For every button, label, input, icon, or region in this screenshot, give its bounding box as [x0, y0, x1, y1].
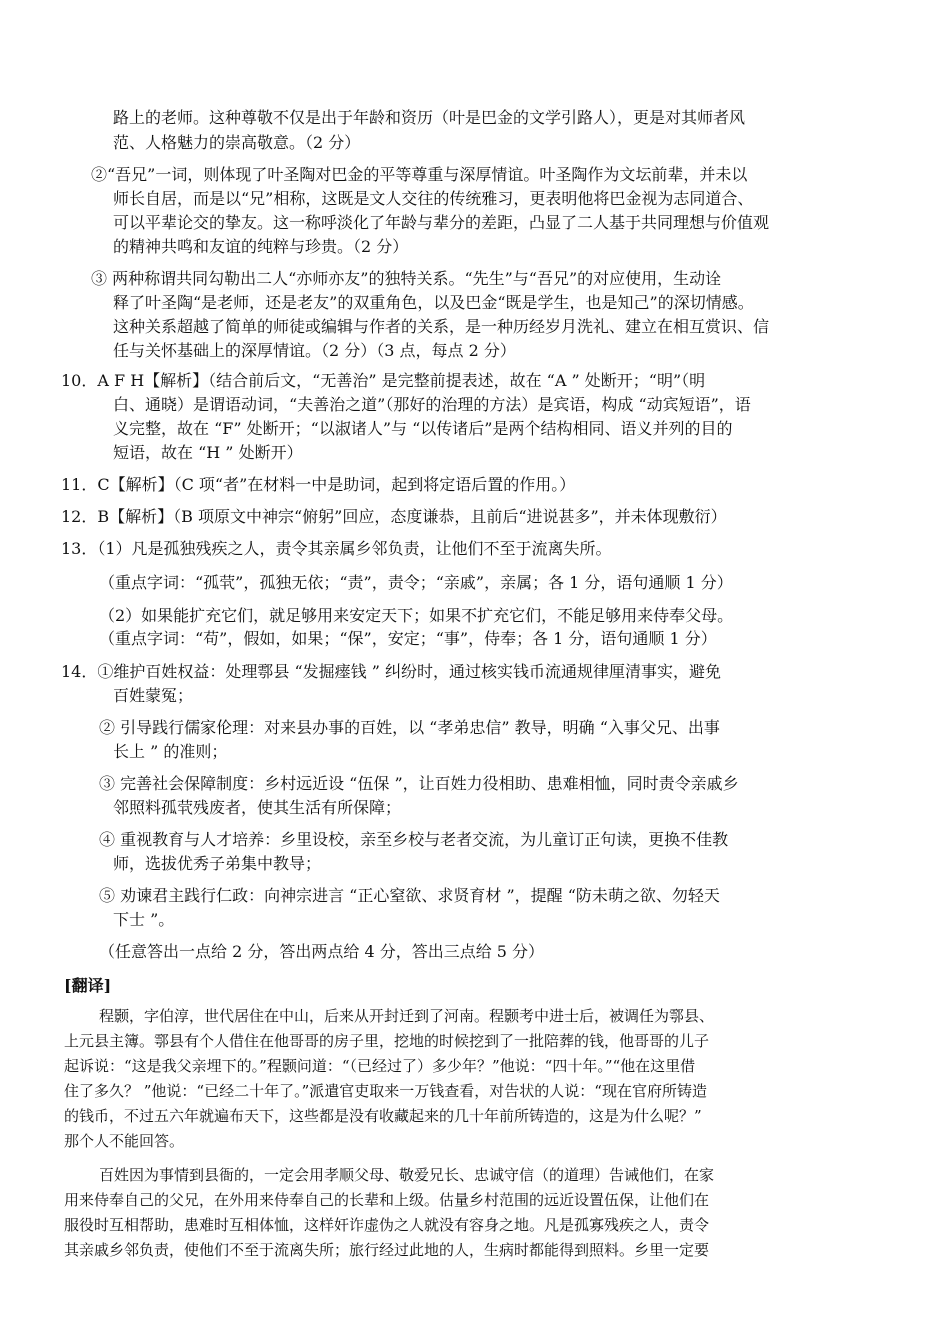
translation-p1-line-3: 起诉说：“这是我父亲埋下的。”程颢问道：“（已经过了）多少年？”他说：“四十年。”“他在这里借	[64, 1057, 696, 1075]
q14-item-1-line-2: 百姓蒙冤；	[113, 686, 194, 705]
q14-item-5-line-1: ⑤ 劝谏君主践行仁政：向神宗进言 “正心窒欲、求贤育材 ”，提醒 “防未萌之欲、勿轻天	[99, 886, 720, 905]
q13-line-3: （2）如果能扩充它们，就足够用来安定天下；如果不扩充它们，不能足够用来侍奉父母。	[99, 606, 734, 625]
q14-item-4-line-2: 师，选拔优秀子弟集中教导；	[113, 854, 322, 873]
q9-2-line-2: 师长自居，而是以“兄”相称，这既是文人交往的传统雅习，更表明他将巴金视为志同道合、	[113, 189, 754, 208]
translation-p2-line-2: 用来侍奉自己的父兄，在外用来侍奉自己的长辈和上级。估量乡村范围的远近设置伍保，让他们在	[64, 1191, 710, 1209]
q13-line-4: （重点字词：“苟”，假如，如果；“保”，安定；“事”，侍奉；各 1 分，语句通顺 1 分）	[99, 629, 717, 648]
q10-line-3: 义完整，故在 “F” 处断开；“以淑诸人”与 “以传诸后”是两个结构相同、语义并列的目的	[113, 419, 733, 438]
q9-3-line-3: 这种关系超越了简单的师徒或编辑与作者的关系，是一种历经岁月洗礼、建立在相互赏识、信	[113, 317, 770, 336]
q14-item-4-line-1: ④ 重视教育与人才培养：乡里设校，亲至乡校与老者交流，为儿童订正句读，更换不佳教	[99, 830, 729, 849]
translation-p1-line-6: 那个人不能回答。	[64, 1132, 185, 1150]
translation-p2-line-4: 其亲戚乡邻负责，使他们不至于流离失所；旅行经过此地的人，生病时都能得到照料。乡里一定要	[64, 1241, 710, 1259]
translation-p2-line-3: 服役时互相帮助，患难时互相体恤，这样奸诈虚伪之人就没有容身之地。凡是孤寡残疾之人，责令	[64, 1216, 710, 1234]
q10-line-4: 短语，故在 “H ” 处断开）	[113, 443, 303, 462]
q14-item-5-line-2: 下士 ”。	[113, 910, 175, 929]
translation-p1-line-5: 的钱币，不过五六年就遍布天下，这些都是没有收藏起来的几十年前所铸造的，这是为什么呢？”	[64, 1107, 702, 1125]
translation-p1-line-2: 上元县主簿。鄠县有个人借住在他哥哥的房子里，挖地的时候挖到了一批陪葬的钱，他哥哥的儿子	[64, 1032, 710, 1050]
q9-3-line-1: ③ 两种称谓共同勾勒出二人“亦师亦友”的独特关系。“先生”与“吾兄”的对应使用，生动诠	[91, 269, 722, 288]
translation-p1-line-1: 程颢，字伯淳，世代居住在中山，后来从开封迁到了河南。程颢考中进士后，被调任为鄠县、	[99, 1007, 715, 1025]
q9-2-line-3: 可以平辈论交的挚友。这一称呼淡化了年龄与辈分的差距，凸显了二人基于共同理想与价值观	[113, 213, 770, 232]
q14-scoring-note: （任意答出一点给 2 分，答出两点给 4 分，答出三点给 5 分）	[99, 942, 545, 961]
q13-line-2: （重点字词：“孤茕”，孤独无依；“责”，责令；“亲戚”，亲属；各 1 分，语句通顺 1 分）	[99, 573, 733, 592]
q14-item-1-line-1: 14．①维护百姓权益：处理鄠县 “发掘瘗钱 ” 纠纷时，通过核实钱币流通规律厘清事实，避免	[61, 662, 721, 681]
translation-p2-line-1: 百姓因为事情到县衙的，一定会用孝顺父母、敬爱兄长、忠诚守信（的道理）告诫他们，在家	[99, 1166, 715, 1184]
q11-line: 11．C【解析】（C 项“者”在材料一中是助词，起到将定语后置的作用。）	[61, 475, 576, 494]
q9-3-line-4: 任与关怀基础上的深厚情谊。（2 分）（3 点，每点 2 分）	[113, 341, 516, 360]
q14-item-3-line-2: 邻照料孤茕残废者，使其生活有所保障；	[113, 798, 402, 817]
q9-3-line-2: 释了叶圣陶“是老师，还是老友”的双重角色，以及巴金“既是学生，也是知己”的深切情感。	[113, 293, 754, 312]
q10-line-1: 10．A F H【解析】（结合前后文，“无善治” 是完整前提表述，故在 “A ” 处断开；“明”（明	[61, 371, 706, 390]
q9-cont-line-2: 范、人格魅力的崇高敬意。（2 分）	[113, 133, 361, 152]
q14-item-2-line-2: 长上 ” 的准则；	[113, 742, 228, 761]
translation-p1-line-4: 住了多久？ ”他说：“已经二十年了。”派遣官吏取来一万钱查看，对告状的人说：“现在官府所铸造	[64, 1082, 707, 1100]
q9-cont-line-1: 路上的老师。这种尊敬不仅是出于年龄和资历（叶是巴金的文学引路人），更是对其师者风	[113, 108, 746, 127]
translation-heading: [翻译]	[64, 976, 112, 995]
q10-line-2: 白、通晓）是谓语动词，“夫善治之道”（那好的治理的方法）是宾语，构成 “动宾短语”，语	[113, 395, 751, 414]
q9-2-line-4: 的精神共鸣和友谊的纯粹与珍贵。（2 分）	[113, 237, 409, 256]
q9-2-line-1: ②“吾兄”一词，则体现了叶圣陶对巴金的平等尊重与深厚情谊。叶圣陶作为文坛前辈，并未以	[91, 165, 748, 184]
q13-line-1: 13．（1）凡是孤独残疾之人，责令其亲属乡邻负责，让他们不至于流离失所。	[61, 539, 612, 558]
q12-line: 12．B【解析】（B 项原文中神宗“俯躬”回应，态度谦恭，且前后“进说甚多”，并未体现敷衍）	[61, 507, 727, 526]
q14-item-2-line-1: ② 引导践行儒家伦理：对来县办事的百姓，以 “孝弟忠信” 教导，明确 “入事父兄、出事	[99, 718, 720, 737]
q14-item-3-line-1: ③ 完善社会保障制度：乡村远近设 “伍保 ”，让百姓力役相助、患难相恤，同时责令亲戚乡	[99, 774, 739, 793]
